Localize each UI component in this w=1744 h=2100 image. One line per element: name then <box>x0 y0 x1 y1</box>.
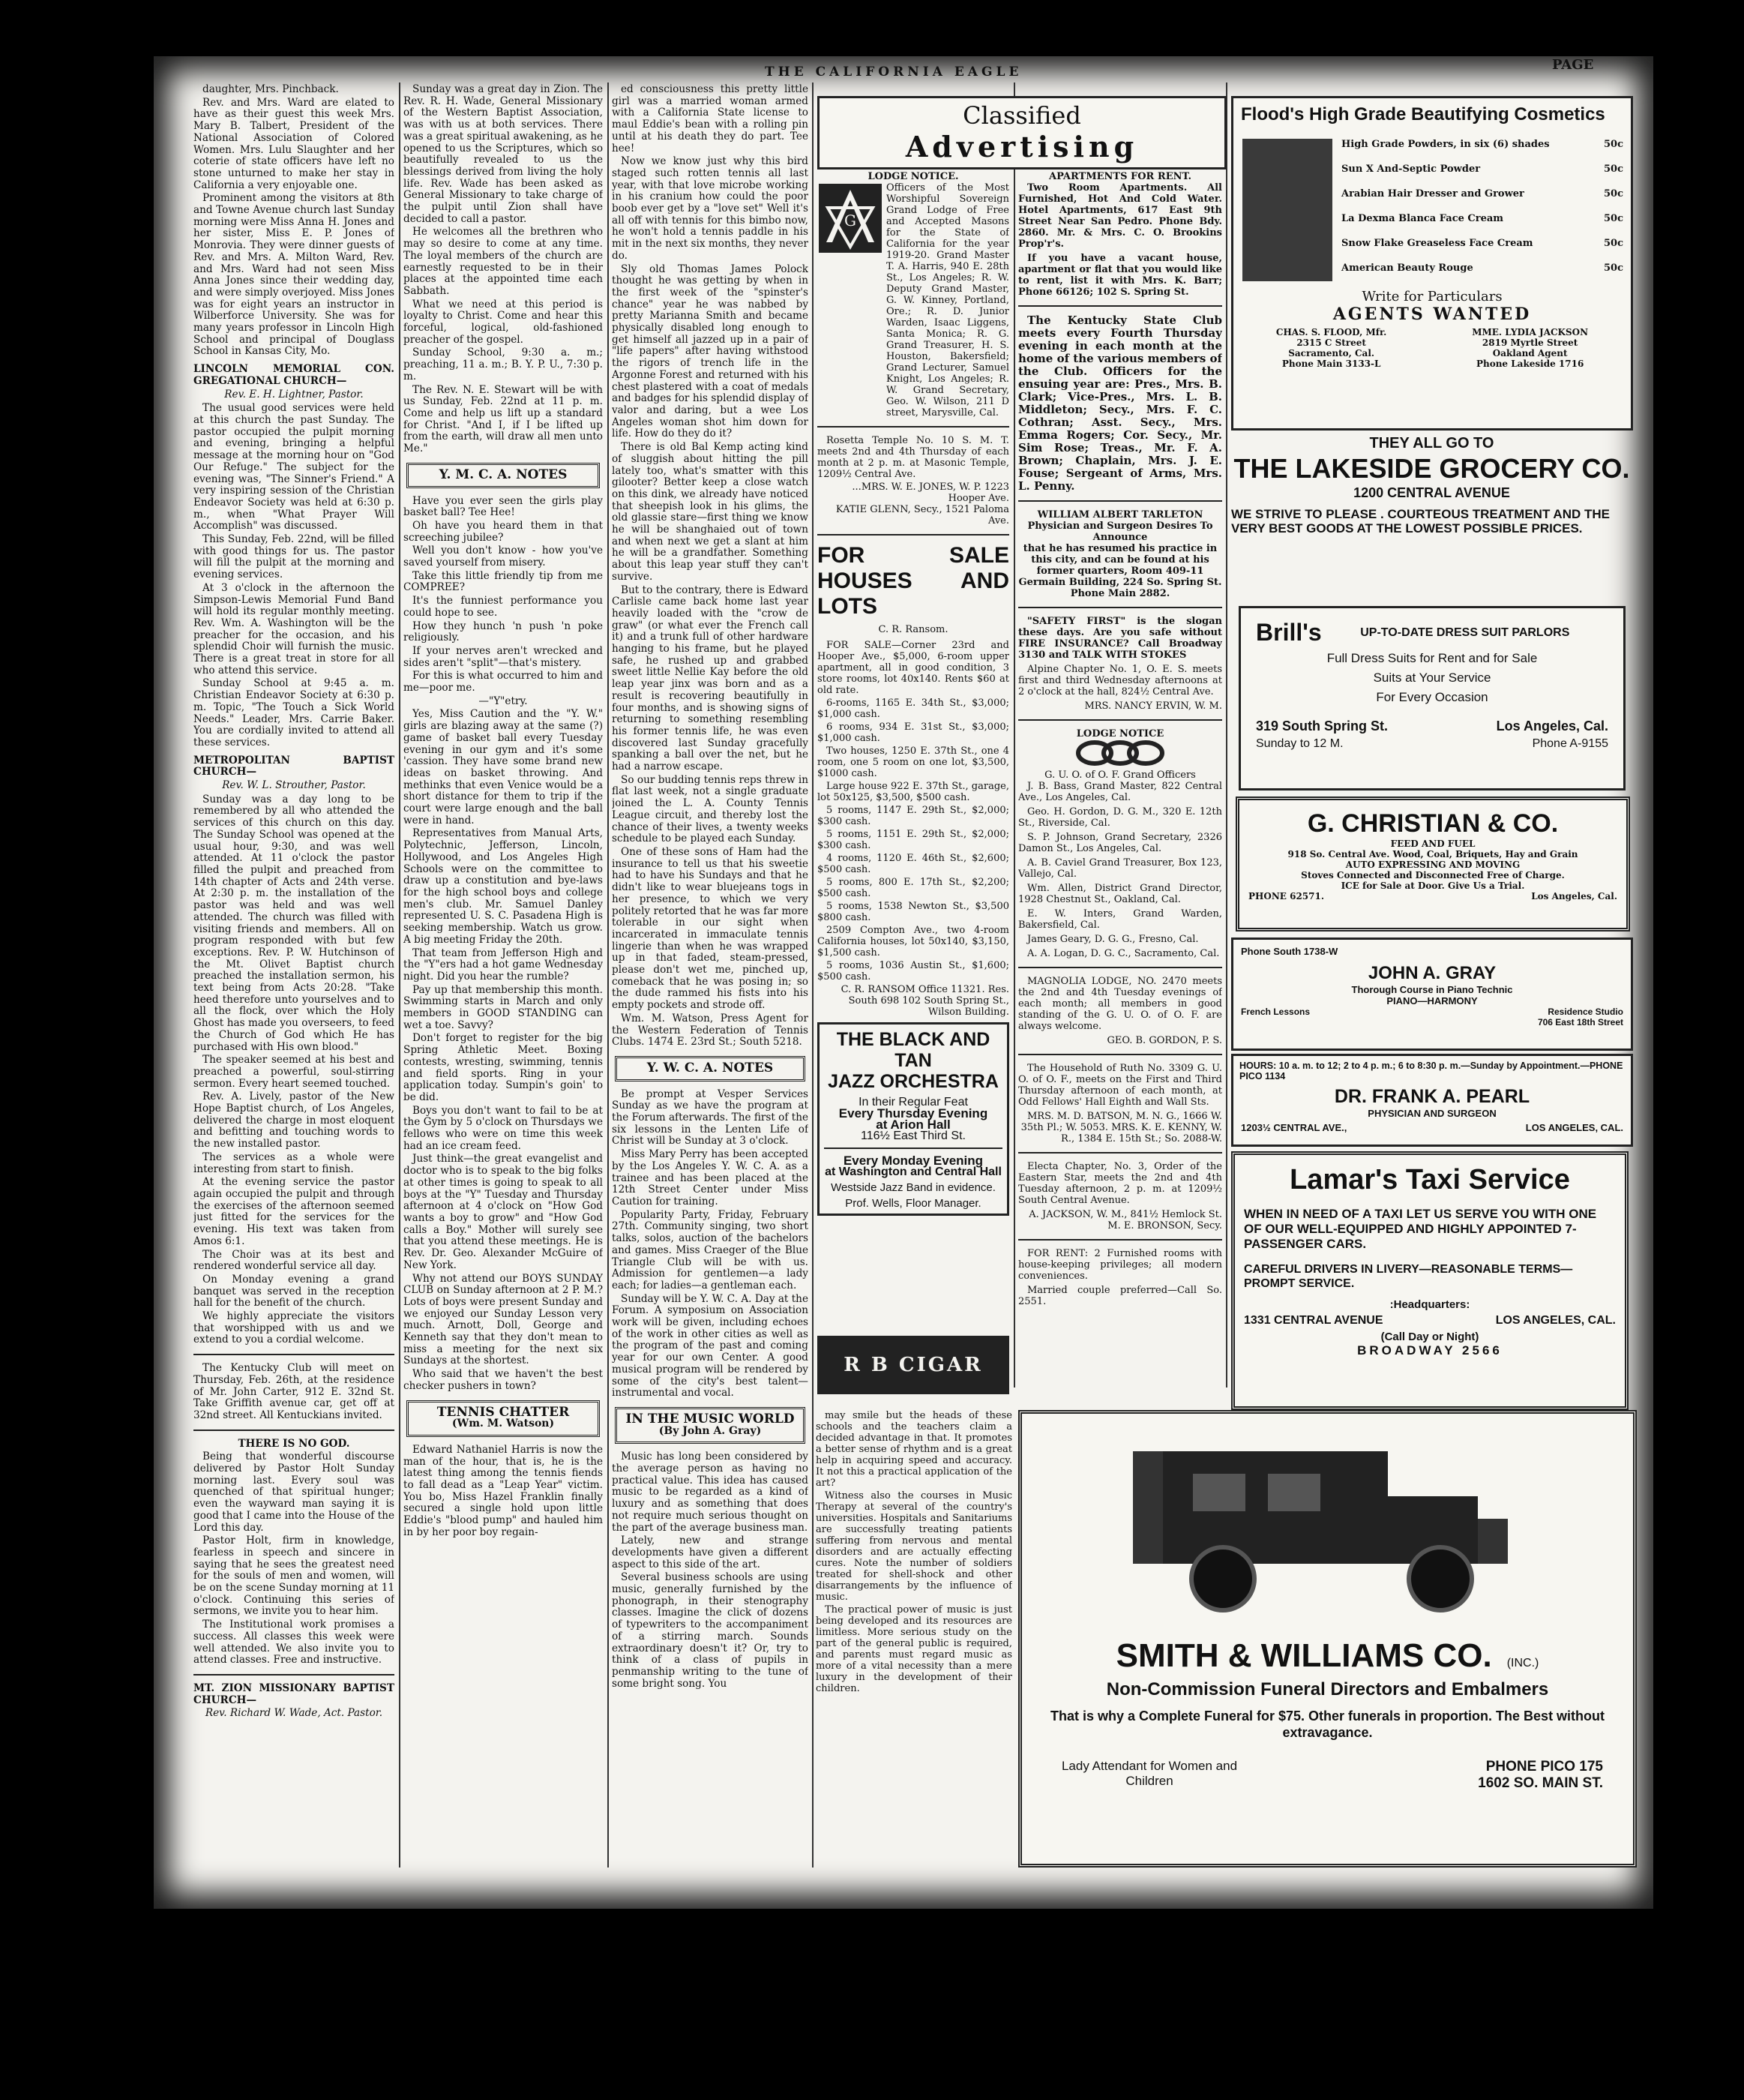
tarleton-text: that he has resumed his practice in this city, and can be found at his former quarters, Room 409-11 Germain Building, 224 So. Spring St. Phone Main 2882. <box>1018 543 1222 599</box>
article-text: Sunday was a great day in Zion. The Rev. R. H. Wade, General Missionary of the Western Baptist Association, was with us at both services. There was a great spiritual awakening, as he opened to us the Scriptures, which so beautifully revealed to us the blessings derived from living the holy life. Rev. Wade has been asked as General Missionary to take charge of the pulpit until Zion shall have decided to call a pastor. <box>403 84 603 225</box>
masonic-emblem-icon <box>817 182 883 254</box>
three-links-icon <box>1075 740 1165 766</box>
section-head: METROPOLITAN BAPTIST CHURCH— <box>193 754 394 778</box>
music-continued-paragraphs <box>816 1410 1012 1725</box>
jazz-line: Prof. Wells, Floor Manager. <box>845 1197 981 1210</box>
lodge-notice-head: LODGE NOTICE <box>1076 728 1164 740</box>
christian-line: FEED AND FUEL <box>1390 838 1476 849</box>
article-text: Pastor Holt, firm in knowledge, fearless in speech and sincere in saying that he sees the greatest need for the souls of men and women, will be on the scene Sunday morning at 11 o'clock. Continuing this series of sermons, we invite you to hear him. <box>193 1534 394 1618</box>
for-sale-item: Two houses, 1250 E. 37th St., one 4 room, one 5 room on one lot, $3,500, $1000 cash. <box>817 746 1009 779</box>
pearl-address: 1203½ CENTRAL AVE., <box>1241 1122 1347 1133</box>
article-text: How they hunch 'n push 'n poke religiously. <box>403 620 603 644</box>
flood-mfr: 2315 C Street <box>1296 338 1366 348</box>
divider <box>193 1354 394 1355</box>
alpine-chapter: Alpine Chapter No. 1, O. E. S. meets first and third Wednesday afternoons at 2 o'clock at the hall, 824½ Central Ave. <box>1018 664 1222 698</box>
electa-chapter: Electa Chapter, No. 3, Order of the Eastern Star, meets the 2nd and 4th Tuesday afternoon, 2 p. m. at 1209½ South Central Avenue. <box>1018 1161 1222 1206</box>
article-text: Well you don't know - how you've saved yourself from misery. <box>403 544 603 569</box>
section-head: Y. W. C. A. NOTES <box>615 1056 805 1082</box>
article-text: Now we know just why this bird staged such rotten tennis all last year, with that love microbe working in his cranium how could the poor boob ever get by a "love set" Well it's all off with tennis for this bimbo now, he won't hold a tennis paddle in his mit in the next six months, they never do. <box>612 155 808 262</box>
article-text: On Monday evening a grand banquet was served in the reception hall for the benefit of the church. <box>193 1273 394 1310</box>
jazz-line: 116½ East Third St. <box>861 1130 966 1142</box>
lamar-city: LOS ANGELES, CAL. <box>1495 1314 1616 1327</box>
smith-attendant: Lady Attendant for Women and Children <box>1061 1759 1238 1788</box>
product-price: 50c <box>1603 213 1623 224</box>
guo-officer: A. B. Caviel Grand Treasurer, Box 123, Vallejo, Cal. <box>1018 857 1222 880</box>
pastor-line: Rev. W. L. Strouther, Pastor. <box>222 779 366 792</box>
lamar-line: CAREFUL DRIVERS IN LIVERY—REASONABLE TERMS—PROMPT SERVICE. <box>1244 1263 1573 1290</box>
article-text: But to the contrary, there is Edward Carlisle came back home last year heavily loaded with the "crow de graw" (or what ever the French call it) and a trunk full of other hardware hanging to his frame, but he played safe, he rushed up and grabbed sweet little Nellie Kay before the old leap year jinx was born and as a result is recovering beautifully in four months, and is showing signs of returning to something resembling his former tennis life, he was even discovered last Sunday gracefully spanking a ball over the net, but he had a narrow escape. <box>612 584 808 773</box>
article-text: The practical power of music is just being developed and its resources are limitless. More serious study on the part of the general public is required, and parents must regard music as more of a vital necessity than a mere luxury in the development of their children. <box>816 1604 1012 1694</box>
guo-officer: A. A. Logan, D. G. C., Sacramento, Cal. <box>1027 948 1220 959</box>
product-price: 50c <box>1603 238 1623 249</box>
article-text: Sunday School, 9:30 a. m.; preaching, 11 a. m.; B. Y. P. U., 7:30 p. m. <box>403 346 603 382</box>
guo-officer: S. P. Johnson, Grand Secretary, 2326 Damon St., Los Angeles, Cal. <box>1018 832 1222 854</box>
divider <box>193 1430 394 1431</box>
article-text: Witness also the courses in Music Therapy at several of the country's universities. Hospitals and Sanitariums are successfully treating patients suffering from nervous and mental disorders and are actually effecting cures. Note the number of soldiers treated for shell-shock and other disarrangements by the influence of music. <box>816 1490 1012 1603</box>
christian-line: ICE for Sale at Door. Give Us a Trial. <box>1341 880 1525 891</box>
for-sale-agent: C. R. Ransom. <box>878 624 948 635</box>
product-name: Snow Flake Greaseless Face Cream <box>1341 238 1533 249</box>
article-text: At 3 o'clock in the afternoon the Simpson-Lewis Memorial Fund Band will hold its regular monthly meeting. Rev. Wm. A. Washington will be the preacher for the occasion, and his splendid Choir will furnish the music. There is a great treat in store for all who attend this service. <box>193 581 394 676</box>
kentucky-club: The Kentucky State Club meets every Fourth Thursday evening in each month at the home of the various members of the Club. Officers for the ensuing year are: Pres., Mrs. B. Clark; Vice-Pres., Mrs. L. B. Middleton; Secy., Mrs. F. C. Cothran; Asst. Secy., Mrs. Emma Rogers; Cor. Secy., Mr. Sim Rose; Treas., Mr. F. A. Brown; Chaplain, Mrs. J. E. Fouse; Sergeant of Arms, Mrs. L. Penny. <box>1018 314 1222 493</box>
magnolia-lodge: MAGNOLIA LODGE, NO. 2470 meets the 2nd and 4th Tuesday evenings of each month; all members in good standing of the G. U. O. of O. F. are always welcome. <box>1018 976 1222 1032</box>
article-text: What we need at this period is loyalty to Christ. Come and hear this forceful, logical, old-fashioned preacher of the gospel. <box>403 298 603 346</box>
rosetta-notice: Rosetta Temple No. 10 S. M. T. meets 2nd and 4th Thursday of each month at 2 p. m. at Masonic Temple, 1209½ Central Ave. <box>817 435 1009 480</box>
divider <box>1018 1054 1222 1055</box>
masthead-title: THE CALIFORNIA EAGLE <box>765 64 1023 80</box>
column-5 <box>1018 171 1222 1386</box>
article-text: This Sunday, Feb. 22nd, will be filled with good things for us. The pastor will fill the pulpit at the morning and evening services. <box>193 533 394 581</box>
brills-city: Los Angeles, Cal. <box>1496 718 1608 734</box>
product-row <box>1341 164 1623 175</box>
article-text: So our budding tennis reps threw in flat last week, not a single graduate joined the L. A. County Tennis League circuit, and thereby lost the chance of their lives, a twenty weeks schedule to be played each Sunday. <box>612 773 808 845</box>
article-text: Sly old Thomas James Polock thought he was getting by when in the first week of the "spinster's chance" year he was nabbed by pretty Marianna Smith and became physically disabled long enough to get himself all jazzed up in a pair of "life papers" after having withstood the rigors of trench life in the Argonne Forest and returned with his chest plastered with a coat of medals and badges for his splendid display of valor and daring, but a wee Los Angeles woman shot him down for life. How do they do it? <box>612 262 808 440</box>
for-sale-item: 5 rooms, 1147 E. 29th St., $2,000; $300 cash. <box>817 805 1009 827</box>
jazz-line: Every Thursday Evening <box>838 1106 988 1120</box>
brills-line: For Every Occasion <box>1376 690 1488 704</box>
article-text: The services as a whole were interesting from start to finish. <box>193 1150 394 1175</box>
article-text: That team from Jefferson High and the "Y"ers had a hot game Wednesday night. Did you hear the rumble? <box>403 946 603 982</box>
pastor-line: Rev. Richard W. Wade, Act. Pastor. <box>205 1707 383 1720</box>
ruth-signature: MRS. M. D. BATSON, M. N. G., 1666 W. 35th Pl.; W. 5053. MRS. K. E. KENNY, W. R., 1384 E. 15th St.; So. 2088-W. <box>1020 1111 1222 1144</box>
article-text: Wm. M. Watson, Press Agent for the Western Federation of Tennis Clubs. 1474 E. 23rd St.; South 5218. <box>612 1012 808 1048</box>
cigar-ad: R B CIGAR <box>817 1336 1009 1394</box>
flood-agent: MME. LYDIA JACKSON <box>1472 327 1589 338</box>
gray-line: Thorough Course in Piano Technic <box>1351 984 1513 995</box>
svg-text:G: G <box>844 212 856 230</box>
article-text: The Choir was at its best and rendered wonderful service all day. <box>193 1248 394 1273</box>
smith-phone: PHONE PICO 175 <box>1485 1759 1603 1774</box>
ruth-household: The Household of Ruth No. 3309 G. U. O. of O. F., meets on the First and Third Thursday afternoon of each month, at Odd Fellows' Hall Eighth and Wall Sts. <box>1018 1063 1222 1108</box>
article-text: Be prompt at Vesper Services Sunday as we have the program at the Forum afterwards. The first of the six lessons in the Lenten Life of Christ will be Sunday at 3 o'clock. <box>612 1088 808 1148</box>
vacant-notice: If you have a vacant house, apartment or flat that you would like to rent, list it with Mrs. K. Barr; Phone 66126; 102 S. Spring St. <box>1018 253 1222 298</box>
article-text: Sunday was a day long to be remembered by all who attended the services of this church on this day. The Sunday School was opened at the usual hour, 9:30, and was well attended. At 11 o'clock the pastor filled the pulpit and preached from 14th chapter of Acts and 24th verse. At 2:30 p. m. the installation of the pastor was held and was well attended. The church was filled with visiting friends and members. All on program responded with but few exceptions. Rev. P. W. Hutchinson of the Mt. Olivet Baptist church preached the installation sermon, his text being from Acts 20:28. "Take heed therefore unto yourselves and to all the flock, over which the Holy Ghost has made you overseers, to feed the Church of God which He has purchased with His own blood." <box>193 793 394 1053</box>
brills-name: Brill's <box>1256 619 1322 646</box>
for-sale-item: 5 rooms, 1151 E. 29th St., $2,000; $300 cash. <box>817 829 1009 851</box>
product-price: 50c <box>1603 164 1623 175</box>
brills-address: 319 South Spring St. <box>1256 718 1389 734</box>
smith-name: SMITH & WILLIAMS CO. <box>1116 1637 1492 1674</box>
section-head: Y. M. C. A. NOTES <box>406 463 600 488</box>
article-text: Prominent among the visitors at 8th and Towne Avenue church last Sunday morning were Miss Anna H. Jones and her sister, Miss E. P. Jones of Monrovia. They were dinner guests of Rev. and Mrs. A. Milton Ward, Rev. and Mrs. Ward had not seen Miss Anna Jones since their wedding day, and were simply overjoyed. Miss Jones was for eight years an instructor in Wilberforce University. She was for many years professor in Lincoln High School and principal of Douglass School in Kansas City, Mo. <box>193 192 394 358</box>
article-text: Sunday School at 9:45 a. m. Christian Endeavor Society at 6:30 p. m. Topic, "The Touch a Sick World Needs." Leader, Mrs. Carrie Baker. You are cordially invited to attend all these services. <box>193 677 394 748</box>
apartments-head: APARTMENTS FOR RENT. <box>1048 171 1192 182</box>
john-gray-ad <box>1231 938 1633 1051</box>
flood-title: Flood's High Grade Beautifying Cosmetics <box>1241 104 1605 124</box>
column-rule <box>607 82 609 1868</box>
byline: (By John A. Gray) <box>658 1424 762 1437</box>
guo-head: G. U. O. of O. F. Grand Officers <box>1044 770 1196 781</box>
flood-agent: Phone Lakeside 1716 <box>1476 358 1584 369</box>
divider <box>1018 305 1222 307</box>
lakeside-slogan: WE STRIVE TO PLEASE . COURTEOUS TREATMENT AND THE VERY BEST GOODS AT THE LOWEST POSSIBLE PRICES. <box>1231 507 1610 536</box>
article-text: Just think—the great evangelist and doctor who is to speak to the big folks at other times is going to speak to all boys at the "Y" Tuesday and Thursday afternoon at 4 o'clock on "How God wants a boy to grow" and "How God calls a Boy." Mother will surely see that you attend these meetings. He is Rev. Dr. Geo. Alexander McGuire of New York. <box>403 1153 603 1271</box>
article-text: Lately, new and strange developments have given a different aspect to this side of the art. <box>612 1534 808 1570</box>
lakeside-name: THE LAKESIDE GROCERY CO. <box>1233 453 1630 484</box>
article-text: He welcomes all the brethren who may so desire to come at any time. The loyal members of the church are earnestly requested to be in their places at the appointed time each Sabbath. <box>403 226 603 297</box>
lamar-address: 1331 CENTRAL AVENUE <box>1244 1314 1383 1327</box>
gray-studio: Residence Studio <box>1548 1006 1623 1017</box>
tarleton-head: WILLIAM ALBERT TARLETON <box>1037 509 1203 520</box>
divider <box>193 1674 394 1676</box>
section-head: MT. ZION MISSIONARY BAPTIST CHURCH— <box>193 1682 394 1706</box>
pearl-hours: HOURS: 10 a. m. to 12; 2 to 4 p. m.; 6 to 8:30 p. m.—Sunday by Appointment.—PHONE PICO 1134 <box>1239 1060 1623 1082</box>
divider <box>1018 1152 1222 1154</box>
for-sale-item: 5 rooms, 1538 Newton St., $3,500 $800 cash. <box>817 901 1009 923</box>
column-rule <box>1014 82 1015 1388</box>
flood-agent: Oakland Agent <box>1492 348 1568 358</box>
article-text: We highly appreciate the visitors that worshipped with us and we extend to you a cordial welcome. <box>193 1310 394 1346</box>
lamar-phone: BROADWAY 2566 <box>1357 1343 1503 1358</box>
guo-officer: James Geary, D. G. G., Fresno, Cal. <box>1027 934 1199 945</box>
article-text: There is old Bal Kemp acting kind of sluggish about hitting the pill lately too, what's smatter with this gilooter? Better keep a close watch on this dink, we already have noticed that sheepish look in his glims, the old glassie stare—first thing we know he will be shanghaied out of town and when next we get a slant at him he will be a grandfather. Something about this leap year stuff they can't survive. <box>612 441 808 583</box>
section-head <box>406 1400 600 1437</box>
product-name: Arabian Hair Dresser and Grower <box>1341 188 1524 200</box>
article-text: Representatives from Manual Arts, Polytechnic, Jefferson, Lincoln, Hollywood, and Los Angeles High Schools were on the committee to draw up a constitution and bye-laws for the high school boys and college men's club. Mr. Samuel Danley represented U. S. C. Pasadena High is seeking membership. Watch us grow. A big meeting Friday the 20th. <box>403 827 603 946</box>
section-head: LINCOLN MEMORIAL CON. GREGATIONAL CHURCH— <box>193 363 394 387</box>
article-text: Edward Nathaniel Harris is now the man of the hour, that is, he is the latest thing among the tennis fiends to fall dead as a "Leap Year" victim. You bo, Miss Hazel Franklin finally secured a single hold upon little Eddie's "blood pump" and hauled him in by her poor boy regain- <box>403 1443 603 1538</box>
lamar-line: WHEN IN NEED OF A TAXI LET US SERVE YOU WITH ONE OF OUR WELL-EQUIPPED AND HIGHLY APPOINTED 7-PASSENGER CARS. <box>1244 1207 1597 1251</box>
lodge-notice-head: LODGE NOTICE. <box>868 171 959 182</box>
for-sale-item: 2509 Compton Ave., two 4-room California houses, lot 50x140, $3,150, $1,500 cash. <box>817 925 1009 958</box>
article-text: Rev. and Mrs. Ward are elated to have as their guest this week Mrs. Mary B. Talbert, President of the National Association of Colored Women. Mrs. Lulu Slaughter and her coterie of state officers have left no stone unturned to make her stay in California a very enjoyable one. <box>193 96 394 191</box>
article-text: For this is what occurred to him and me—poor me. <box>403 670 603 694</box>
lakeside-grocery-ad <box>1231 435 1632 592</box>
brills-line: Suits at Your Service <box>1373 670 1491 685</box>
article-text: Take this little friendly tip from me COMPREE? <box>403 569 603 594</box>
guo-officer: J. B. Bass, Grand Master, 822 Central Ave., Los Angeles, Cal. <box>1018 781 1222 803</box>
article-text: The speaker seemed at his best and preached a powerful, soul-stirring sermon. Every heart seemed touched. <box>193 1054 394 1090</box>
flood-mfr: Sacramento, Cal. <box>1288 348 1375 358</box>
classified-subtitle: Advertising <box>905 130 1139 164</box>
tarleton-sub: Physician and Surgeon Desires To Announce <box>1027 520 1213 543</box>
column-3 <box>612 84 808 1869</box>
article-text: The usual good services were held at this church the past Sunday. The pastor occupied the pulpit morning and evening, bringing a helpful message at the morning hour on "God Our Refuge." The subject for the evening was, "The Sinner's Friend." A very inspiring session of the Christian Endeavor Society was held at 6:30 p. m., when "What Prayer Will Accomplish" was discussed. <box>193 402 394 532</box>
column-1 <box>193 84 394 1869</box>
divider <box>1018 1239 1222 1240</box>
product-name: High Grade Powders, in six (6) shades <box>1341 139 1550 150</box>
divider <box>1018 967 1222 968</box>
page-label: PAGE <box>1552 57 1594 73</box>
product-name: La Dexma Blanca Face Cream <box>1341 213 1504 224</box>
product-name: Sun X And-Septic Powder <box>1341 164 1481 175</box>
brills-phone: Phone A-9155 <box>1532 737 1608 750</box>
pastor-line: Rev. E. H. Lightner, Pastor. <box>224 388 364 400</box>
apartments-text: Two Room Apartments. All Furnished, Hot And Cold Water. Hotel Apartments, 617 East 9th Street Near San Pedro. Phone Bdy. 2860. Mr. & Mrs. C. O. Brookins Prop'r's. <box>1018 182 1222 250</box>
hearse-car-icon <box>1118 1429 1538 1624</box>
product-name: American Beauty Rouge <box>1341 262 1473 274</box>
safety-first: "SAFETY FIRST" is the slogan these days. Are you safe without FIRE INSURANCE? Call Broadway 3130 and TALK WITH STOKES <box>1018 616 1222 661</box>
magnolia-signature: GEO. B. GORDON, P. S. <box>1107 1035 1222 1046</box>
article-text: If your nerves aren't wrecked and sides aren't "split"—that's mistery. <box>403 644 603 669</box>
divider <box>817 426 1009 428</box>
section-head: THERE IS NO GOD. <box>238 1437 350 1450</box>
flood-write: Write for Particulars <box>1362 289 1503 304</box>
article-text: ed consciousness this pretty little girl was a married woman armed with a California State license to maul Eddie's bean with a rolling pin until at his death they do part. Tee hee! <box>612 84 808 154</box>
product-row <box>1341 139 1623 150</box>
alpine-signature: MRS. NANCY ERVIN, W. M. <box>1084 700 1222 712</box>
brills-tag: UP-TO-DATE DRESS SUIT PARLORS <box>1360 626 1570 639</box>
divider <box>817 534 1009 536</box>
christian-phone: PHONE 62571. <box>1248 891 1325 902</box>
guo-officer: E. W. Inters, Grand Warden, Bakersfield, Cal. <box>1018 908 1222 931</box>
divider <box>1018 719 1222 721</box>
lakeside-address: 1200 CENTRAL AVENUE <box>1353 485 1510 500</box>
product-row <box>1341 213 1623 224</box>
smith-line: Non-Commission Funeral Directors and Embalmers <box>1106 1679 1549 1700</box>
smith-inc: (INC.) <box>1506 1657 1539 1670</box>
ransom-signature: C. R. RANSOM Office 11321. Res. South 698 102 South Spring St., Wilson Building. <box>841 984 1009 1018</box>
lamar-title: Lamar's Taxi Service <box>1290 1164 1570 1196</box>
divider <box>1018 500 1222 502</box>
for-sale-item: 5 rooms, 800 E. 17th St., $2,200; $500 cash. <box>817 877 1009 899</box>
pearl-name: DR. FRANK A. PEARL <box>1334 1086 1530 1107</box>
flood-agent: 2819 Myrtle Street <box>1482 338 1578 348</box>
column-rule <box>812 82 814 1868</box>
classified-title: Classified <box>963 101 1081 130</box>
jazz-line: Every Monday Evening <box>843 1154 984 1168</box>
article-text: It's the funniest performance you could hope to see. <box>403 595 603 619</box>
article-text: The Institutional work promises a success. All classes this week were well attended. We also invite you to attend classes. Free and instructive. <box>193 1618 394 1666</box>
classified-header <box>817 96 1227 170</box>
christian-city: Los Angeles, Cal. <box>1531 891 1617 902</box>
jazz-title: THE BLACK AND TAN <box>836 1029 990 1071</box>
article-text: Being that wonderful discourse delivered by Pastor Holt Sunday morning last. Every soul was quenched of that spiritual hunger; even the wayward man saying it is good that I came into the House of the Lord this day. <box>193 1450 394 1534</box>
smith-address: 1602 SO. MAIN ST. <box>1478 1775 1603 1791</box>
gray-phone: Phone South 1738-W <box>1241 946 1338 957</box>
gray-name: JOHN A. GRAY <box>1368 963 1497 983</box>
product-price: 50c <box>1603 262 1623 274</box>
pearl-title: PHYSICIAN AND SURGEON <box>1368 1108 1497 1119</box>
flood-cosmetics-ad <box>1231 96 1633 430</box>
article-text: Why not attend our BOYS SUNDAY CLUB on Sunday afternoon at 2 P. M.? Lots of boys were present Sunday and we enjoyed our Sunday Lesson very much. Arnott, Doll, George and Kenneth say that they don't mean to miss a meeting for the next six Sundays at the shortest. <box>403 1272 603 1367</box>
rosetta-sig: KATIE GLENN, Secy., 1521 Paloma Ave. <box>835 504 1009 526</box>
christian-co-ad <box>1236 796 1630 932</box>
christian-line: Stoves Connected and Disconnected Free of Charge. <box>1301 870 1565 880</box>
gray-address: 706 East 18th Street <box>1537 1017 1623 1028</box>
pearl-city: LOS ANGELES, CAL. <box>1525 1122 1623 1133</box>
article-text: Sunday will be Y. W. C. A. Day at the Forum. A symposium on Association work will be given, including echoes of the work in other cities as well as the program of the past and coming year for our own Center. A good musical program will be rendered by some of the city's best talent—instrumental and vocal. <box>612 1292 808 1400</box>
article-text: Who said that we haven't the best checker pushers in town? <box>403 1368 603 1392</box>
article-text: One of these sons of Ham had the insurance to tell us that his sweetie had to have his Sundays and that he didn't like to wear bluejeans togs in her presence, to which we very politely retorted that he was far more tolerable in our sight when incarcerated in immaculate tennis lingerie than when he was wrapped up in that faded, steam-pressed, please don't wet me, pinched up, comeback that he was posing in; so the dude rammed his fists into his empty pockets and strode off. <box>612 846 808 1012</box>
jazz-orchestra-ad <box>817 1022 1009 1216</box>
christian-line: 918 So. Central Ave. Wood, Coal, Briquets, Hay and Grain <box>1287 849 1578 860</box>
for-sale-item: FOR SALE—Corner 23rd and Hooper Ave., $5,000, 6-room upper apartment, all in good condition, 3 store rooms, lot 40x140. Rents $60 at old rate. <box>817 640 1009 696</box>
flood-mfr: Phone Main 3133-L <box>1281 358 1381 369</box>
section-title: TENNIS CHATTER <box>436 1404 570 1420</box>
article-text: Pay up that membership this month. Swimming starts in March and only members in GOOD STANDING can wet a toe. Savvy? <box>403 983 603 1031</box>
article-text: Don't forget to register for the big Spring Athletic Meet. Boxing contests, wresting, swimming, tennis and field sports. Ring in your application today. Sumpin's goin' to be did. <box>403 1032 603 1103</box>
dr-pearl-ad <box>1231 1054 1633 1147</box>
lodge-notice-text: Officers of the Most Worshipful Sovereign Grand Lodge of Free and Accepted Masons for the State of California for the year 1919-20. Grand Master T. A. Harris, 940 E. 28th St., Los Angeles; R. W. Deputy Grand Master, G. W. Kinney, Portland, Ore.; R. D. Junior Warden, Isaac Liggens, Santa Monica; R. G. Grand Treasurer, H. S. Houston, Bakersfield; Grand Lecturer, Samuel Knight, Los Angeles; R. W. Grand Secretary, Geo. W. Wilson, 211 D street, Marysville, Cal. <box>886 182 1009 418</box>
lamar-call: (Call Day or Night) <box>1380 1330 1479 1343</box>
product-row <box>1341 238 1623 249</box>
gray-french: French Lessons <box>1241 1006 1311 1017</box>
electa-signature: A. JACKSON, W. M., 841½ Hemlock St. M. E. BRONSON, Secy. <box>1029 1209 1222 1232</box>
divider <box>1018 607 1222 608</box>
jazz-line: In their Regular Feat <box>859 1096 968 1108</box>
lakeside-line: THEY ALL GO TO <box>1369 435 1494 452</box>
smith-line: That is why a Complete Funeral for $75. Other funerals in proportion. The Best without extravagance. <box>1050 1708 1605 1740</box>
brills-ad <box>1239 606 1626 790</box>
jazz-line: at Arion Hall <box>876 1118 951 1132</box>
for-rent: Married couple preferred—Call So. 2551. <box>1018 1285 1222 1307</box>
column-rule <box>1226 82 1227 1388</box>
for-sale-item: 4 rooms, 1120 E. 46th St., $2,600; $500 cash. <box>817 853 1009 875</box>
byline: (Wm. M. Watson) <box>451 1418 555 1430</box>
jazz-title: JAZZ ORCHESTRA <box>828 1071 999 1092</box>
article-text: may smile but the heads of these schools and the teachers claim a decided advantage in that. It promotes a better sense of rhythm and is a great help in acquiring speed and accuracy. It not this a practical application of the art? <box>816 1410 1012 1489</box>
article-text: Popularity Party, Friday, February 27th. Community singing, two short talks, solos, auction of the bachelors and games. Miss Craeger of the Blue Triangle Club will be with us. Admission for gentlemen—a lady each; for ladies—a gentleman each. <box>612 1208 808 1292</box>
column-rule <box>399 82 400 1868</box>
for-sale-title: FOR SALE HOUSES AND LOTS <box>817 543 1009 619</box>
product-price: 50c <box>1603 139 1623 150</box>
section-head <box>615 1407 805 1444</box>
product-price: 50c <box>1603 188 1623 200</box>
brills-line: Full Dress Suits for Rent and for Sale <box>1326 651 1538 665</box>
flood-agents: AGENTS WANTED <box>1332 304 1532 324</box>
smith-williams-ad <box>1018 1410 1637 1868</box>
portrait-photo <box>1242 139 1332 281</box>
guo-officer: Wm. Allen, District Grand Director, 1928 Chestnut St., Oakland, Cal. <box>1018 883 1222 905</box>
article-text: Yes, Miss Caution and the "Y. W." girls are blazing away at the same (?) game of basket ball every Tuesday evening in our gym and it's some 'cassion. They have some brand new ideas on basket throwing. And methinks that even Venice would be a short distance for them to trip if the court were large enough and the ball were in hand. <box>403 708 603 826</box>
article-text: Boys you don't want to fail to be at the Gym by 5 o'clock on Thursdays we fellows who were on time this week had an ice cream feed. <box>403 1104 603 1152</box>
gray-line: PIANO—HARMONY <box>1386 995 1478 1006</box>
christian-name: G. CHRISTIAN & CO. <box>1307 809 1559 838</box>
product-row <box>1341 188 1623 200</box>
guo-officer: Geo. H. Gordon, D. G. M., 320 E. 12th St., Riverside, Cal. <box>1018 806 1222 829</box>
section-title: IN THE MUSIC WORLD <box>625 1411 795 1426</box>
article-text: —"Y"etry. <box>478 694 528 707</box>
for-sale-item: 6-rooms, 1165 E. 34th St., $3,000; $1,000 cash. <box>817 698 1009 720</box>
article-text: Music has long been considered by the average person as having no practical value. This idea has caused music to be regarded as a kind of luxury and as something that does not require much serious thought on the part of the average business man. <box>612 1450 808 1534</box>
jazz-line: Westside Jazz Band in evidence. <box>831 1181 996 1194</box>
brills-hours: Sunday to 12 M. <box>1256 737 1344 750</box>
article-text: The Rev. N. E. Stewart will be with us Sunday, Feb. 22nd at 11 p. m. Come and help us lift up a standard for Christ. "And I, if I be lifted up from the earth, will draw all men unto Me." <box>403 383 603 455</box>
article-text: Miss Mary Perry has been accepted by the Los Angeles Y. W. C. A. as a trainee and has been placed at the 12th Street Center under Miss Caution for training. <box>612 1148 808 1208</box>
rosetta-sig: ...MRS. W. E. JONES, W. P. 1223 Hooper Ave. <box>852 482 1009 504</box>
lamar-hq: :Headquarters: <box>1389 1298 1470 1311</box>
article-text: The Kentucky Club will meet on Thursday, Feb. 26th, at the residence of Mr. John Carter, 912 E. 32nd St. Take Griffith avenue car, get off at 32nd street. All Kentuckians invited. <box>193 1362 394 1421</box>
christian-line: AUTO EXPRESSING AND MOVING <box>1345 860 1521 870</box>
column-2 <box>403 84 603 1869</box>
article-text: Oh have you heard them in that screeching jubilee? <box>403 519 603 544</box>
article-text: daughter, Mrs. Pinchback. <box>202 84 339 95</box>
lamar-taxi-ad <box>1231 1151 1629 1410</box>
for-sale-item: 5 rooms, 1036 Austin St., $1,600; $500 cash. <box>817 960 1009 982</box>
jazz-line: at Washington and Central Hall <box>825 1166 1002 1178</box>
article-text: Have you ever seen the girls play basket ball? Tee Hee! <box>403 494 603 519</box>
article-text: Several business schools are using music, generally furnished by the phonograph, in their stenography classes. Imagine the click of dozens of typewriters to the accompaniment of a stirring march. Sounds extraordinary doesn't it? Or, try to think of a class of pupils in penmanship writing to the tune of some bright song. You <box>612 1571 808 1690</box>
article-text: At the evening service the pastor again occupied the pulpit and through the exercises of the afternoon seemed just fitted for the services for the evening. His text was taken from Amos 6:1. <box>193 1176 394 1247</box>
for-sale-item: 6 rooms, 934 E. 31st St., $3,000; $1,000 cash. <box>817 722 1009 744</box>
music-continuation <box>1018 1312 1222 1406</box>
for-sale-item: Large house 922 E. 37th St., garage, lot 50x125, $3,500, $500 cash. <box>817 781 1009 803</box>
product-row <box>1341 262 1623 274</box>
article-text: Rev. A. Lively, pastor of the New Hope Baptist church, of Los Angeles, delivered the charge in most eloquent and befitting and touching words to the new installed pastor. <box>193 1090 394 1150</box>
flood-mfr: CHAS. S. FLOOD, Mfr. <box>1275 327 1387 338</box>
for-rent: FOR RENT: 2 Furnished rooms with house-keeping privileges; all modern conveniences. <box>1018 1248 1222 1282</box>
